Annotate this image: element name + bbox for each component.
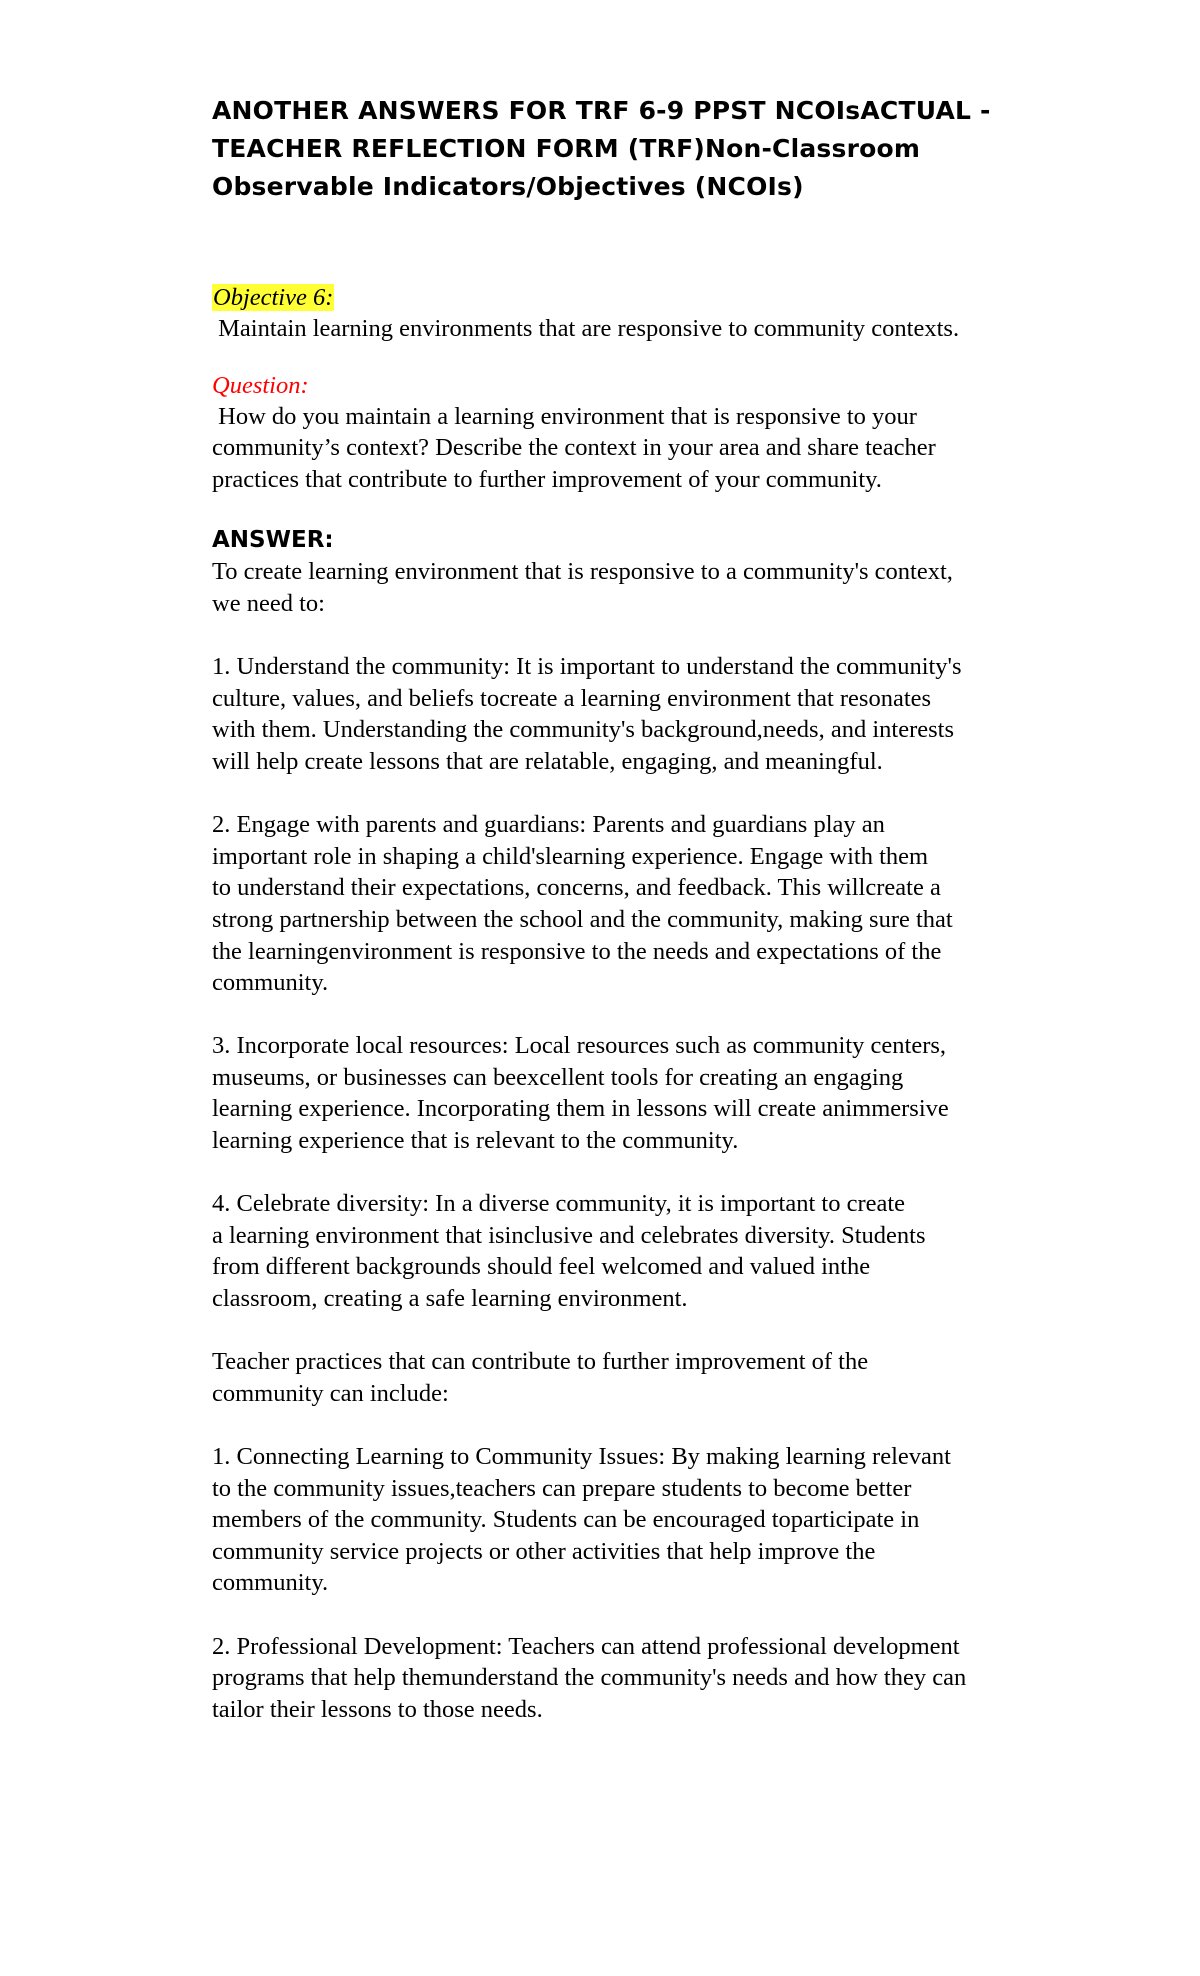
practice-line: to the community issues,teachers can prepare students to become better xyxy=(212,1474,912,1502)
point-line: museums, or businesses can beexcellent tools for creating an engaging xyxy=(212,1063,904,1091)
practices-intro-line: Teacher practices that can contribute to further improvement of the xyxy=(212,1348,869,1376)
practice-line: 1. Connecting Learning to Community Issues: By making learning relevant xyxy=(212,1443,951,1470)
practices-intro-line: community can include: xyxy=(212,1379,449,1407)
practice-item-1 xyxy=(212,1441,1072,1599)
objective-text-block xyxy=(212,313,1072,345)
title-line: ANOTHER ANSWERS FOR TRF 6-9 PPST NCOIsACTUAL - xyxy=(212,96,991,125)
point-line: will help create lessons that are relatable, engaging, and meaningful. xyxy=(212,747,883,775)
question-text xyxy=(212,401,1072,496)
answer-point-3 xyxy=(212,1030,1072,1156)
practice-line: members of the community. Students can be encouraged toparticipate in xyxy=(212,1506,920,1534)
practice-line: community service projects or other activities that help improve the xyxy=(212,1537,876,1565)
practice-line: community. xyxy=(212,1569,329,1597)
point-line: 4. Celebrate diversity: In a diverse community, it is important to create xyxy=(212,1190,906,1218)
title-line: Observable Indicators/Objectives (NCOIs) xyxy=(212,172,804,201)
point-line: from different backgrounds should feel welcomed and valued inthe xyxy=(212,1253,871,1281)
point-line: the learningenvironment is responsive to the needs and expectations of the xyxy=(212,937,942,965)
answer-intro-line: To create learning environment that is responsive to a community's context, xyxy=(212,558,953,586)
question-label xyxy=(212,370,1072,401)
question-line: How do you maintain a learning environment that is responsive to your xyxy=(212,402,917,430)
point-line: community. xyxy=(212,969,329,997)
practice-line: 2. Professional Development: Teachers can attend professional development xyxy=(212,1632,960,1660)
objective-label xyxy=(212,282,1072,313)
point-line: 3. Incorporate local resources: Local resources such as community centers, xyxy=(212,1032,947,1060)
point-line: 1. Understand the community: It is important to understand the community's xyxy=(212,653,962,681)
answer-intro-line: we need to: xyxy=(212,589,325,617)
point-line: strong partnership between the school and the community, making sure that xyxy=(212,905,953,933)
objective-highlight: Objective 6: xyxy=(213,284,334,311)
question-line: practices that contribute to further improvement of your community. xyxy=(212,465,882,493)
document-content xyxy=(212,92,1072,1725)
practice-item-2 xyxy=(212,1631,1072,1726)
point-line: learning experience that is relevant to the community. xyxy=(212,1127,739,1155)
answer-point-1 xyxy=(212,651,1072,777)
point-line: with them. Understanding the community's background,needs, and interests xyxy=(212,716,954,744)
point-line: important role in shaping a child'slearning experience. Engage with them xyxy=(212,842,929,870)
answer-label: ANSWER: xyxy=(212,527,334,554)
point-line: a learning environment that isinclusive and celebrates diversity. Students xyxy=(212,1221,926,1249)
question-line: community’s context? Describe the context in your area and share teacher xyxy=(212,434,936,462)
point-line: 2. Engage with parents and guardians: Parents and guardians play an xyxy=(212,811,885,839)
answer-point-4 xyxy=(212,1188,1072,1314)
practices-intro xyxy=(212,1346,1072,1409)
practice-line: tailor their lessons to those needs. xyxy=(212,1695,543,1723)
document-title xyxy=(212,92,1072,206)
point-line: culture, values, and beliefs tocreate a learning environment that resonates xyxy=(212,684,932,712)
question-label-text: Question: xyxy=(212,371,309,399)
point-line: classroom, creating a safe learning environment. xyxy=(212,1285,688,1313)
point-line: learning experience. Incorporating them in lessons will create animmersive xyxy=(212,1095,949,1123)
answer-point-2 xyxy=(212,809,1072,999)
answer-intro xyxy=(212,556,1072,619)
objective-text: Maintain learning environments that are responsive to community contexts. xyxy=(212,315,960,342)
point-line: to understand their expectations, concerns, and feedback. This willcreate a xyxy=(212,874,941,902)
title-line: TEACHER REFLECTION FORM (TRF)Non-Classroom xyxy=(212,134,921,163)
practice-line: programs that help themunderstand the community's needs and how they can xyxy=(212,1664,967,1692)
